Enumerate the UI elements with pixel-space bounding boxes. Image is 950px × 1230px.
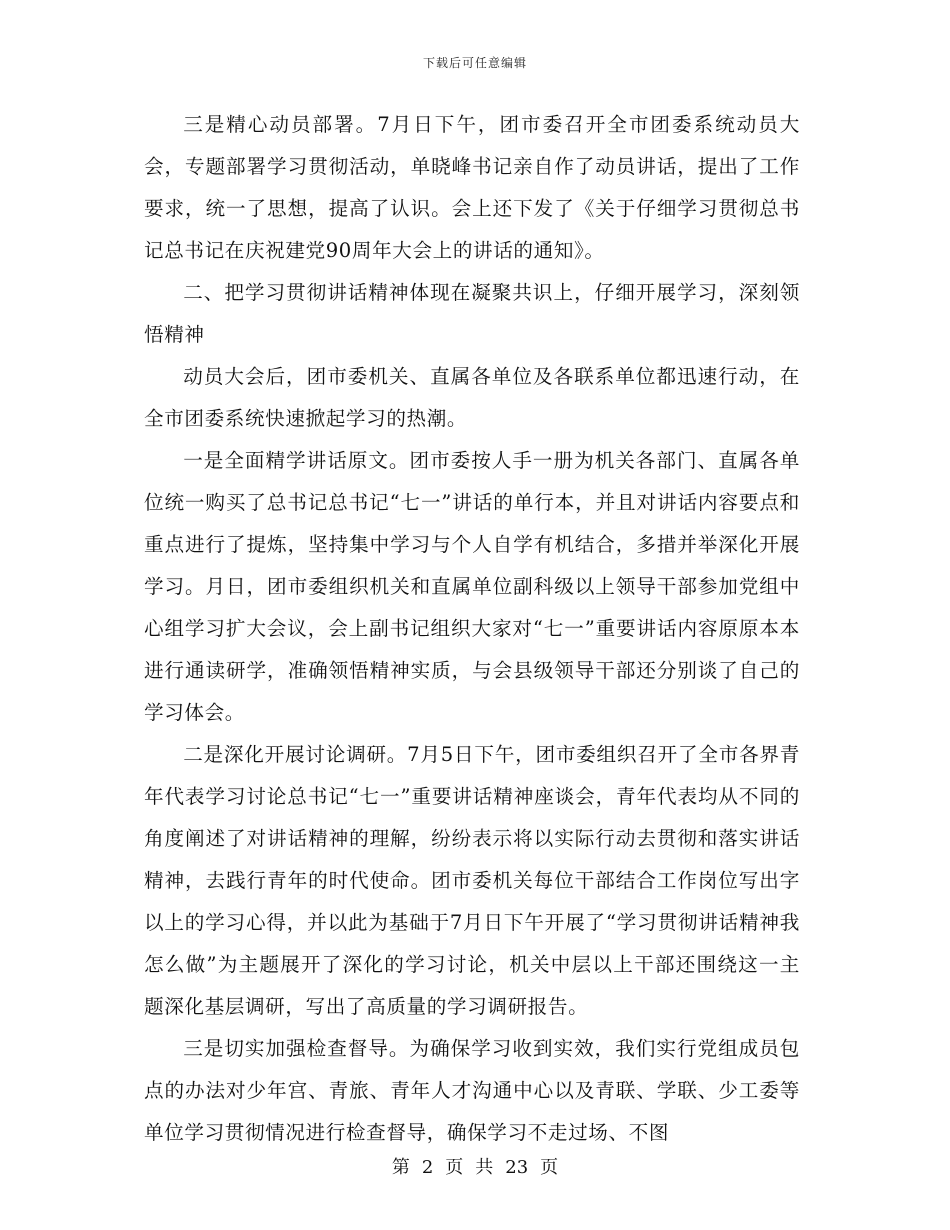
section-heading: 二、把学习贯彻讲话精神体现在凝聚共识上，仔细开展学习，深刻领悟精神 [144,281,800,346]
document-body [144,104,800,1154]
footer-suffix: 页 [540,1157,559,1178]
paragraph-inspection: 三是切实加强检查督导。为确保学习收到实效，我们实行党组成员包点的办法对少年宫、青旅、青年人才沟通中心以及青联、学联、少工委等单位学习贯彻情况进行检查督导，确保学习不走过场、不图 [144,1037,800,1144]
paragraph-after-meeting: 动员大会后，团市委机关、直属各单位及各联系单位都迅速行动，在全市团委系统快速掀起学习的热潮。 [144,365,800,430]
footer-current-page: 2 [421,1157,434,1178]
footer-prefix: 第 [391,1157,410,1178]
paragraph-mobilization: 三是精心动员部署。7月日下午，团市委召开全市团委系统动员大会，专题部署学习贯彻活动，单晓峰书记亲自作了动员讲话，提出了工作要求，统一了思想，提高了认识。会上还下发了《关于仔细学习贯彻总书记总书记在庆祝建党90周年大会上的讲话的通知》。 [144,113,800,262]
footer-page-word: 页 [445,1157,464,1178]
paragraph-discussion-research: 二是深化开展讨论调研。7月5日下午，团市委组织召开了全市各界青年代表学习讨论总书记“七一”重要讲话精神座谈会，青年代表均从不同的角度阐述了对讲话精神的理解，纷纷表示将以实际行动去贯彻和落实讲话精神，去践行青年的时代使命。团市委机关每位干部结合工作岗位写出字以上的学习心得，并以此为基础于7月日下午开展了“学习贯彻讲话精神我怎么做”为主题展开了深化的学习讨论，机关中层以上干部还围绕这一主题深化基层调研，写出了高质量的学习调研报告。 [144,743,800,1018]
footer-total-pages: 23 [505,1157,529,1178]
paragraph-study-original: 一是全面精学讲话原文。团市委按人手一册为机关各部门、直属各单位统一购买了总书记总书记“七一”讲话的单行本，并且对讲话内容要点和重点进行了提炼，坚持集中学习与个人自学有机结合，多措并举深化开展学习。月日，团市委组织机关和直属单位副科级以上领导干部参加党组中心组学习扩大会议，会上副书记组织大家对“七一”重要讲话内容原原本本进行通读研学，准确领悟精神实质，与会县级领导干部还分别谈了自己的学习体会。 [144,449,800,724]
footer-total-word: 共 [475,1157,494,1178]
page-footer [0,1153,950,1179]
page-header: 下载后可任意编辑 [422,56,527,70]
